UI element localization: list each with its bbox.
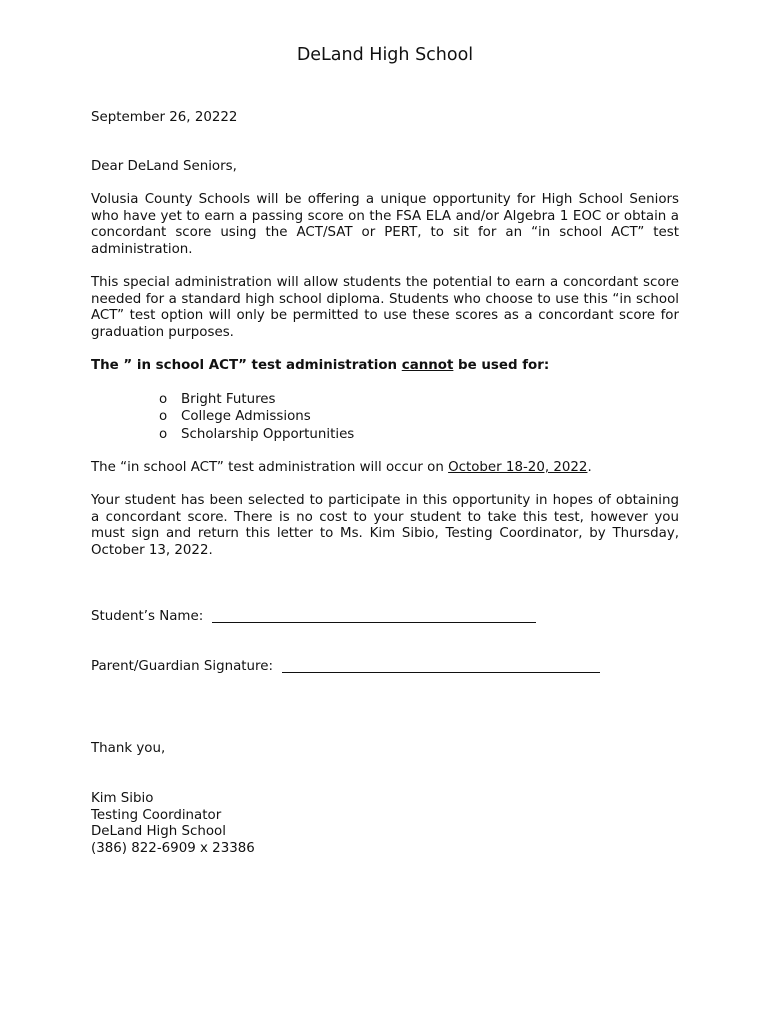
signature-block <box>91 791 679 858</box>
signer-phone: (386) 822-6909 x 23386 <box>91 841 255 857</box>
list-item <box>159 408 354 425</box>
paragraph-special-administration: This special administration will allow students the potential to earn a concordant score needed for a standard high school diploma. Students who choose to use this “in school ACT” test option will only be permitted to use these scores as a concordant score for graduation purposes. <box>91 275 679 341</box>
list-item-label: College Admissions <box>181 409 311 425</box>
list-item <box>159 426 354 443</box>
restriction-emphasis: cannot <box>401 358 454 373</box>
letter-date: September 26, 20222 <box>91 110 238 125</box>
signer-school: DeLand High School <box>91 824 226 840</box>
restriction-heading-tail: be used for: <box>453 358 550 373</box>
parent-signature-blank[interactable] <box>282 671 600 673</box>
closing: Thank you, <box>91 741 166 756</box>
restriction-heading <box>91 358 679 375</box>
administration-dates-text: The “in school ACT” test administration will occur on <box>91 460 449 475</box>
paragraph-opportunity: Volusia County Schools will be offering a unique opportunity for High School Seniors who have yet to earn a passing score on the FSA ELA and/or Algebra 1 EOC or obtain a concordant score using the ACT/SAT or PERT, to sit for an “in school ACT” test administration. <box>91 192 679 258</box>
administration-dates-tail: . <box>587 460 592 475</box>
administration-dates <box>91 460 679 477</box>
school-name-heading: DeLand High School <box>296 45 474 65</box>
list-item-label: Scholarship Opportunities <box>181 426 355 442</box>
restriction-heading-text: The ” in school ACT” test administration <box>91 358 402 373</box>
list-item-label: Bright Futures <box>181 392 276 407</box>
paragraph-selection: Your student has been selected to participate in this opportunity in hopes of obtaining a concordant score. There is no cost to your student to take this test, however you must sign and return this letter to Ms. Kim Sibio, Testing Coordinator, by Thursday, October 13, 2022. <box>91 493 679 559</box>
bullet-marker: o <box>159 426 168 442</box>
student-name-line <box>91 609 536 626</box>
restriction-list <box>159 391 354 443</box>
signer-title: Testing Coordinator <box>91 807 222 823</box>
salutation: Dear DeLand Seniors, <box>91 159 237 174</box>
administration-dates-value: October 18-20, 2022 <box>448 460 588 475</box>
student-name-blank[interactable] <box>212 621 536 623</box>
list-item <box>159 391 354 408</box>
bullet-marker: o <box>159 409 168 425</box>
parent-signature-label: Parent/Guardian Signature: <box>91 659 273 674</box>
student-name-label: Student’s Name: <box>91 609 204 624</box>
bullet-marker: o <box>159 392 168 407</box>
signer-name: Kim Sibio <box>91 791 154 806</box>
parent-signature-line <box>91 659 600 676</box>
